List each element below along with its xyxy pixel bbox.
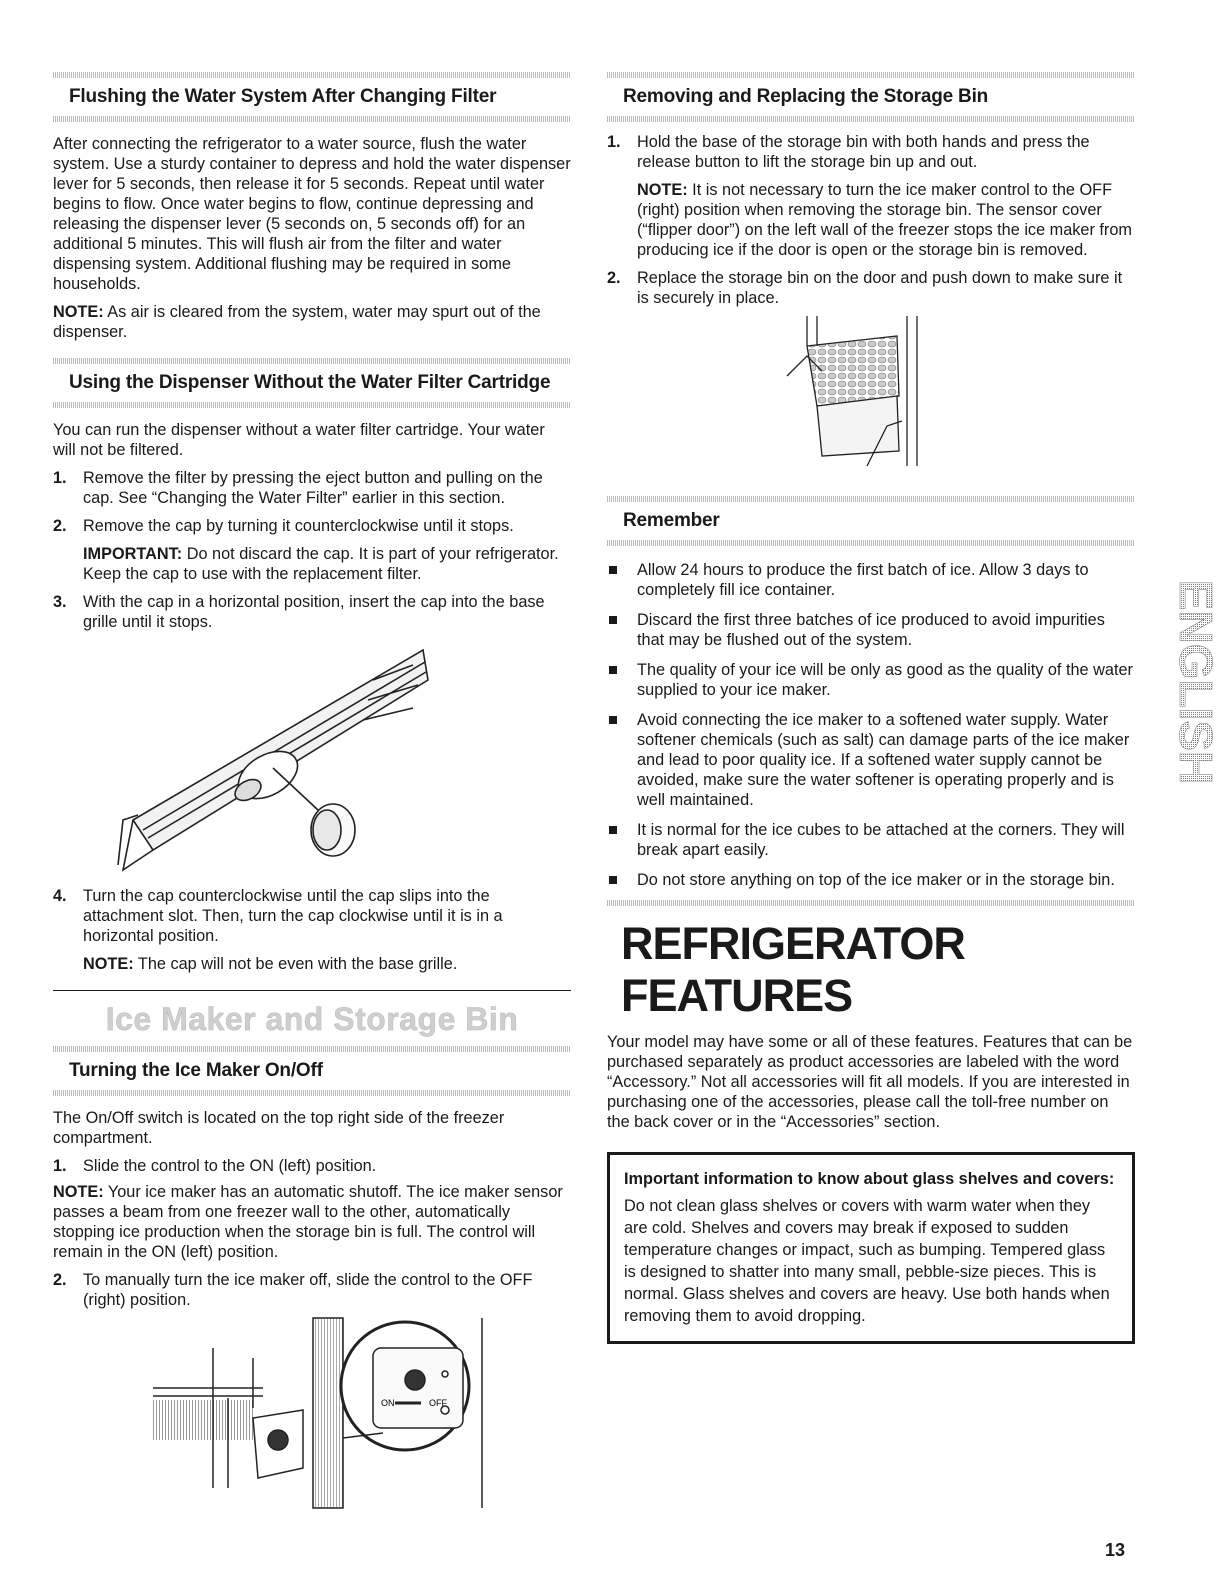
left-column (53, 72, 571, 1508)
bin-steps (607, 132, 1135, 308)
dispenser-heading: Using the Dispenser Without the Water Filter Cartridge (69, 372, 551, 393)
list-item: 1. Slide the control to the ON (left) position. (53, 1157, 377, 1175)
dispenser-steps-continued (53, 886, 571, 974)
notice-text: Do not clean glass shelves or covers with warm water when they are cold. Shelves and covers may break if exposed to sudden temperature changes or impact, such as bumping. Tempered glass is designed to shatter into many small, pebble-size pieces. This is normal. Glass shelves and covers are heavy. Use both hands when removing them to avoid dropping. (624, 1197, 1110, 1325)
list-item: Allow 24 hours to produce the first batch of ice. Allow 3 days to completely fill ice container. (607, 560, 1135, 600)
list-item: 1. Remove the filter by pressing the eject button and pulling on the cap. See “Changing the Water Filter” earlier in this section. (53, 469, 543, 507)
icemaker-section-title: Ice Maker and Storage Bin (105, 1001, 519, 1037)
section-rule (53, 116, 571, 122)
on-label: ON (381, 1398, 395, 1408)
section-rule (607, 116, 1135, 122)
list-item: 3. With the cap in a horizontal position, insert the cap into the base grille until it stops. (53, 593, 545, 631)
flush-body: After connecting the refrigerator to a water source, flush the water system. Use a sturdy container to depress and hold the water dispenser lever for 5 seconds, then release it for 5 seconds. Repeat until water begins to flow. Once water begins to flow, continue depressing and releasing the dispenser lever (5 seconds on, 5 seconds off) for an additional 5 minutes. This will flush air from the filter and water dispensing system. Additional flushing may be required in some households. (53, 135, 571, 293)
onoff-body: The On/Off switch is located on the top right side of the freezer compartment. (53, 1109, 505, 1147)
bin-note: NOTE: It is not necessary to turn the ice maker control to the OFF (right) position when removing the storage bin. The sensor cover (“flipper door”) on the left wall of the freezer stops the ice maker from producing ice if the door is open or the storage bin is removed. (637, 181, 1132, 259)
cap-note: NOTE: The cap will not be even with the base grille. (83, 955, 458, 973)
features-title: REFRIGERATOR FEATURES (621, 918, 965, 1021)
flush-heading: Flushing the Water System After Changing Filter (69, 86, 497, 107)
onoff-steps (53, 1156, 571, 1176)
list-item: 2. Remove the cap by turning it counterclockwise until it stops. IMPORTANT: Do not discard the cap. It is part of your refrigerator. Keep the cap to use with the replacement filter. (53, 516, 571, 584)
section-rule (607, 540, 1135, 546)
dispenser-body: You can run the dispenser without a water filter cartridge. Your water will not be filtered. (53, 421, 545, 459)
list-item: 1. Hold the base of the storage bin with both hands and press the release button to lift the storage bin up and out. NOTE: It is not necessary to turn the ice maker control to the OFF (right) position when removing the storage bin. The sensor cover (“flipper door”) on the left wall of the freezer stops the ice maker from producing ice if the door is open or the storage bin is removed. (607, 132, 1135, 260)
section-rule (53, 1090, 571, 1096)
important-note: IMPORTANT: Do not discard the cap. It is part of your refrigerator. Keep the cap to use with the replacement filter. (83, 545, 559, 583)
onoff-switch-illustration (153, 1318, 571, 1508)
divider (53, 990, 571, 991)
list-item: 2. To manually turn the ice maker off, slide the control to the OFF (right) position. (53, 1271, 533, 1309)
page-number: 13 (1104, 1540, 1125, 1560)
list-item: 2. Replace the storage bin on the door and push down to make sure it is securely in place. (607, 269, 1123, 307)
dispenser-steps (53, 468, 571, 632)
glass-shelves-notice (607, 1152, 1135, 1344)
onoff-heading: Turning the Ice Maker On/Off (69, 1060, 323, 1081)
list-item: It is normal for the ice cubes to be attached at the corners. They will break apart easily. (607, 820, 1135, 860)
bin-heading: Removing and Replacing the Storage Bin (623, 86, 989, 107)
list-item: 4. Turn the cap counterclockwise until the cap slips into the attachment slot. Then, turn the cap clockwise until it is in a horizontal position. NOTE: The cap will not be even with the base grille. (53, 886, 571, 974)
section-rule (53, 402, 571, 408)
shutoff-note: NOTE: Your ice maker has an automatic shutoff. The ice maker sensor passes a beam from one freezer wall to the other, automatically stopping ice production when the storage bin is full. The control will remain in the ON (left) position. (53, 1183, 563, 1261)
onoff-steps-2 (53, 1270, 571, 1310)
list-item: Do not store anything on top of the ice maker or in the storage bin. (607, 870, 1135, 890)
flush-note: NOTE: As air is cleared from the system, water may spurt out of the dispenser. (53, 303, 541, 341)
list-item: The quality of your ice will be only as good as the quality of the water supplied to your ice maker. (607, 660, 1135, 700)
list-item: Discard the first three batches of ice produced to avoid impurities that may be flushed out of the system. (607, 610, 1135, 650)
side-tab-label: ENGLISH (1170, 579, 1222, 785)
features-body: Your model may have some or all of these features. Features that can be purchased separately as product accessories are labeled with the word “Accessory.” Not all accessories will fit all models. If you are interested in purchasing one of the accessories, please call the toll-free number on the back cover or in the “Accessories” section. (607, 1033, 1133, 1131)
language-side-tab (1150, 566, 1222, 798)
storage-bin-illustration (787, 316, 1135, 476)
section-rule (607, 900, 1135, 906)
notice-heading: Important information to know about glass shelves and covers: (624, 1170, 1115, 1188)
remember-list (607, 560, 1135, 890)
off-label: OFF (429, 1398, 447, 1408)
list-item: Avoid connecting the ice maker to a softened water supply. Water softener chemicals (such as salt) can damage parts of the ice maker and lead to poor quality ice. If a softened water supply cannot be avoided, make sure the water softener is operating properly and is well maintained. (607, 710, 1135, 810)
right-column (607, 72, 1135, 1344)
base-grille-illustration (113, 640, 571, 880)
remember-heading: Remember (623, 510, 720, 531)
